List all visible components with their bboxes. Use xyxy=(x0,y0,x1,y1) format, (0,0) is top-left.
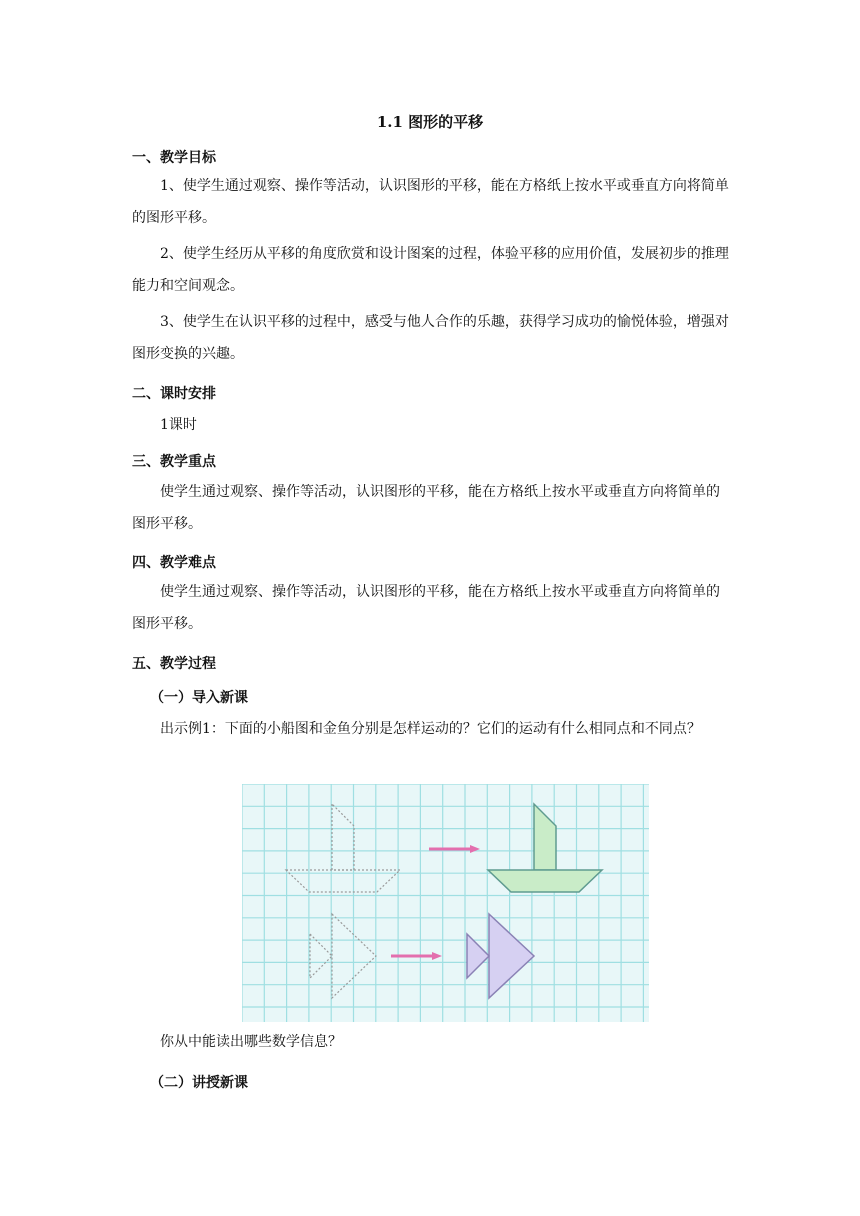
objectives-heading: 一、教学目标 xyxy=(132,150,216,166)
objective-3: 3、使学生在认识平移的过程中，感受与他人合作的乐趣，获得学习成功的愉悦体验，增强对图形变换的兴趣。 xyxy=(132,314,729,362)
key-heading: 三、教学重点 xyxy=(132,454,216,470)
objective-1: 1、使学生通过观察、操作等活动，认识图形的平移，能在方格纸上按水平或垂直方向将简单的图形平移。 xyxy=(132,178,729,226)
grid-background xyxy=(242,784,649,1022)
objective-2: 2、使学生经历从平移的角度欣赏和设计图案的过程，体验平移的应用价值，发展初步的推理能力和空间观念。 xyxy=(132,246,729,294)
key-text: 使学生通过观察、操作等活动，认识图形的平移，能在方格纸上按水平或垂直方向将简单的图形平移。 xyxy=(132,484,720,532)
intro-text: 出示例1：下面的小船图和金鱼分别是怎样运动的？它们的运动有什么相同点和不同点？ xyxy=(160,721,701,737)
teach-heading: （二）讲授新课 xyxy=(150,1075,248,1091)
schedule-text: 1课时 xyxy=(160,417,197,433)
intro-heading: （一）导入新课 xyxy=(150,690,248,706)
difficulty-heading: 四、教学难点 xyxy=(132,555,216,571)
process-heading: 五、教学过程 xyxy=(132,656,216,672)
schedule-heading: 二、课时安排 xyxy=(132,386,216,402)
translation-figure xyxy=(242,784,649,1022)
question-text: 你从中能读出哪些数学信息？ xyxy=(160,1034,342,1050)
page-title: 1.1 图形的平移 xyxy=(376,113,484,131)
difficulty-text: 使学生通过观察、操作等活动，认识图形的平移，能在方格纸上按水平或垂直方向将简单的图形平移。 xyxy=(132,584,720,632)
